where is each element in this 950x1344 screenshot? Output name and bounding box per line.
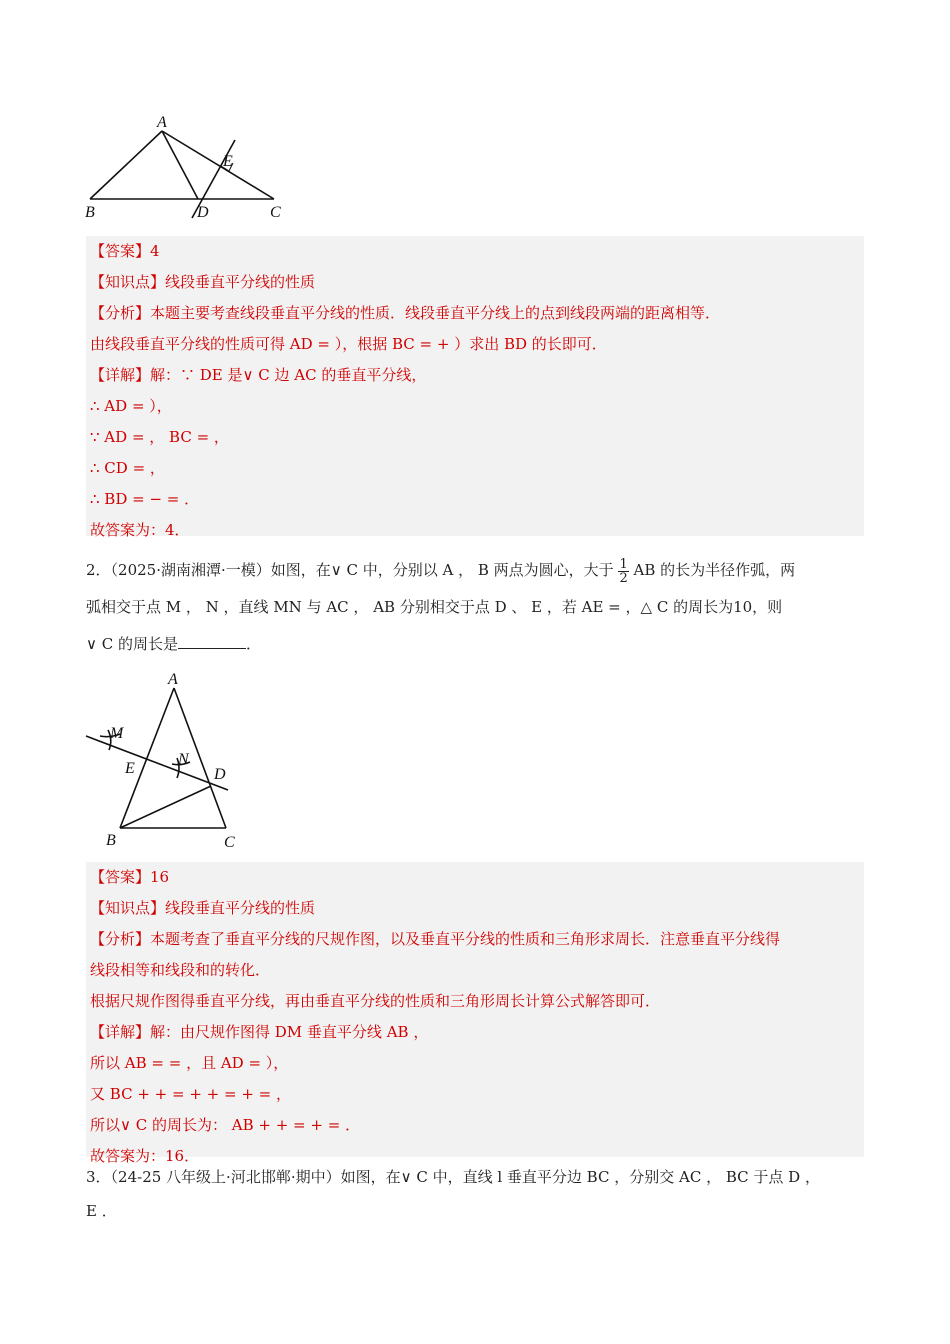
label-a: A <box>157 114 167 131</box>
fraction-one-half <box>618 558 628 585</box>
label-d: D <box>214 766 226 783</box>
label-c: C <box>224 834 235 851</box>
answer-line: 【答案】4 <box>90 242 160 260</box>
detail-line: 又 BC + + = + + = + = ， <box>90 1085 292 1103</box>
segment-ab <box>90 131 162 199</box>
detail-line: 所以 AB = = ，且 AD = ）， <box>90 1054 289 1072</box>
knowledge-line: 【知识点】线段垂直平分线的性质 <box>90 899 316 917</box>
question-line: 弧相交于点 M ， N ，直线 MN 与 AC ， AB 分别相交于点 D 、 E ，若 AE = ，△ C 的周长为10，则 <box>86 598 783 616</box>
question-3 <box>86 1160 866 1228</box>
question-text: AB 的长为半径作弧，两 <box>633 561 796 579</box>
answer-line: 【答案】16 <box>90 868 170 886</box>
knowledge-line: 【知识点】线段垂直平分线的性质 <box>90 273 316 291</box>
detail-line: ∴ CD = ， <box>90 459 165 477</box>
label-n: N <box>178 751 189 768</box>
fraction-numerator: 1 <box>619 556 628 572</box>
fraction-denominator: 2 <box>619 570 628 586</box>
label-d: D <box>197 204 209 221</box>
answer-box-q1 <box>86 236 864 539</box>
label-m: M <box>110 725 124 742</box>
label-c: C <box>270 204 281 221</box>
detail-line: ∵ AD = ， BC = ， <box>90 428 229 446</box>
question-line <box>86 552 866 589</box>
question-2 <box>86 552 866 663</box>
analysis-line: 【分析】本题主要考查线段垂直平分线的性质．线段垂直平分线上的点到线段两端的距离相等． <box>90 304 721 322</box>
label-a: A <box>168 671 178 688</box>
analysis-line: 【分析】本题考查了垂直平分线的尺规作图，以及垂直平分线的性质和三角形求周长．注意垂直平分线得 <box>90 930 781 948</box>
answer-box-q2 <box>86 862 864 1165</box>
question-line: 3．（24-25 八年级上·河北邯郸·期中）如图，在∨ C 中，直线 l 垂直平分边 BC ，分别交 AC ， BC 于点 D ， <box>86 1168 820 1186</box>
analysis-line: 由线段垂直平分线的性质可得 AD = ），根据 BC = + ）求出 BD 的长即可． <box>90 335 607 353</box>
analysis-line: 线段相等和线段和的转化． <box>90 961 271 979</box>
final-answer-line: 故答案为：16． <box>90 1147 200 1165</box>
line-mn <box>86 736 228 790</box>
figure-1-triangle <box>80 110 300 225</box>
question-text: ． <box>246 635 262 653</box>
question-text: ∨ C 的周长是 <box>86 635 178 653</box>
segment-ac <box>162 131 274 199</box>
detail-line: 【详解】解：∵ DE 是∨ C 边 AC 的垂直平分线， <box>90 366 427 384</box>
label-e: E <box>223 153 233 170</box>
analysis-line: 根据尺规作图得垂直平分线，再由垂直平分线的性质和三角形周长计算公式解答即可． <box>90 992 661 1010</box>
detail-line: ∴ BD = − = ． <box>90 490 200 508</box>
detail-line: 所以∨ C 的周长为： AB + + = + = ． <box>90 1116 361 1134</box>
label-b: B <box>85 204 95 221</box>
detail-line: ∴ AD = ）， <box>90 397 172 415</box>
label-b: B <box>106 832 116 849</box>
label-e: E <box>125 760 135 777</box>
question-line: E ． <box>86 1202 117 1220</box>
answer-blank[interactable] <box>178 634 246 649</box>
question-line <box>86 626 866 663</box>
question-text: 2．（2025·湖南湘潭·一模）如图，在∨ C 中，分别以 A ， B 两点为圆心，大于 <box>86 561 614 579</box>
detail-line: 【详解】解：由尺规作图得 DM 垂直平分线 AB ， <box>90 1023 429 1041</box>
final-answer-line: 故答案为：4． <box>90 521 190 539</box>
figure-2-triangle <box>80 668 260 853</box>
